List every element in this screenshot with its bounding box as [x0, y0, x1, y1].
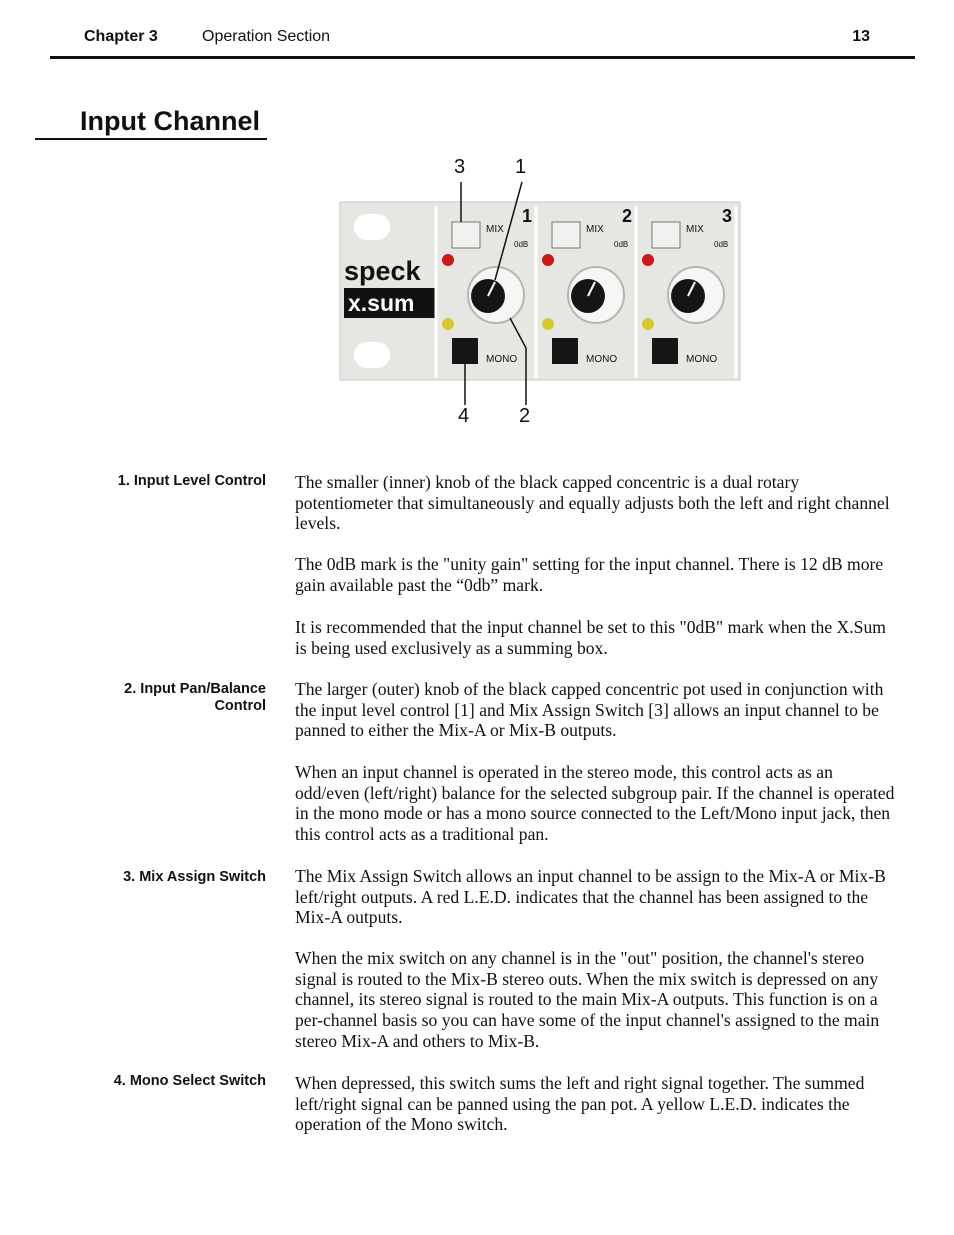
mix-assign-switch — [652, 222, 680, 248]
brand-speck: speck — [344, 256, 421, 286]
label-mix-assign-switch: 3. Mix Assign Switch — [123, 869, 266, 885]
section-label: Operation Section — [202, 28, 331, 45]
channel-number: 2 — [622, 206, 633, 226]
mono-label: MONO — [586, 354, 618, 365]
mono-select-switch — [552, 338, 578, 364]
mix-label: MIX — [686, 224, 704, 235]
channel-number: 1 — [522, 206, 533, 226]
label-mono-select-switch: 4. Mono Select Switch — [113, 1073, 266, 1089]
paragraph: It is recommended that the input channel be set to this "0dB" mark when the X.Sum is being used exclusively as a summing box. — [295, 617, 886, 658]
mono-select-switch — [652, 338, 678, 364]
rack-slot-bottom — [354, 342, 390, 368]
paragraph: When an input channel is operated in the stereo mode, this control acts as an odd/even (left/right) balance for the selected subgroup pair. If the channel is operated in the mono mode or has a mono source connected to the Left/Mono input jack, then this control acts as a traditional pan. — [295, 762, 895, 845]
paragraph: When depressed, this switch sums the left and right signal together. The summed left/right signal can be panned using the pan pot. A yellow L.E.D. indicates the operation of the Mono switch. — [295, 1073, 865, 1135]
input-channel-figure — [330, 150, 750, 440]
odb-label: 0dB — [614, 240, 629, 249]
title-underline — [35, 138, 267, 140]
callout-3: 3 — [454, 156, 466, 178]
callout-2: 2 — [519, 405, 531, 427]
mono-led-yellow — [442, 318, 454, 330]
mix-led-red — [542, 254, 554, 266]
paragraph: The Mix Assign Switch allows an input channel to be assign to the Mix-A or Mix-B left/right outputs. A red L.E.D. indicates that the channel has been assigned to the Mix-A outputs. — [295, 866, 886, 928]
mono-led-yellow — [542, 318, 554, 330]
paragraph: When the mix switch on any channel is in the "out" position, the channel's stereo signal is routed to the Mix-B stereo outs. When the mix switch is depressed on any channel, its stereo signal is routed to the main Mix-A outputs. This function is on a per-channel basis so you can have some of the input channel's assigned to the main stereo Mix-A and others to Mix-B. — [295, 948, 880, 1051]
chapter-label: Chapter 3 — [84, 28, 158, 45]
odb-label: 0dB — [714, 240, 729, 249]
mono-label: MONO — [486, 354, 518, 365]
mix-label: MIX — [586, 224, 604, 235]
callout-4: 4 — [458, 405, 470, 427]
rack-slot-top — [354, 214, 390, 240]
mix-assign-switch — [452, 222, 480, 248]
mix-led-red — [442, 254, 454, 266]
mix-led-red — [642, 254, 654, 266]
page-header — [50, 0, 915, 59]
paragraph: The smaller (inner) knob of the black capped concentric is a dual rotary potentiometer that simultaneously and equally adjusts both the left and right channel levels. — [295, 472, 890, 534]
page-number: 13 — [852, 28, 870, 45]
mono-led-yellow — [642, 318, 654, 330]
panel-illustration — [330, 150, 750, 440]
mono-select-switch — [452, 338, 478, 364]
label-input-pan-balance-control: 2. Input Pan/Balance Control — [124, 681, 266, 714]
mix-assign-switch — [552, 222, 580, 248]
mix-label: MIX — [486, 224, 504, 235]
paragraph: The 0dB mark is the "unity gain" setting for the input channel. There is 12 dB more gain available past the “0db” mark. — [295, 554, 884, 595]
page-title: Input Channel — [80, 106, 260, 136]
callout-1: 1 — [515, 156, 527, 178]
odb-label: 0dB — [514, 240, 529, 249]
paragraph: The larger (outer) knob of the black capped concentric pot used in conjunction with the input level control [1] and Mix Assign Switch [3] allows an input channel to be panned to either the Mix-A or Mix-B outputs. — [295, 679, 884, 741]
channel-number: 3 — [722, 206, 733, 226]
mono-label: MONO — [686, 354, 718, 365]
label-input-level-control: 1. Input Level Control — [117, 473, 266, 489]
brand-xsum: x.sum — [348, 290, 415, 316]
